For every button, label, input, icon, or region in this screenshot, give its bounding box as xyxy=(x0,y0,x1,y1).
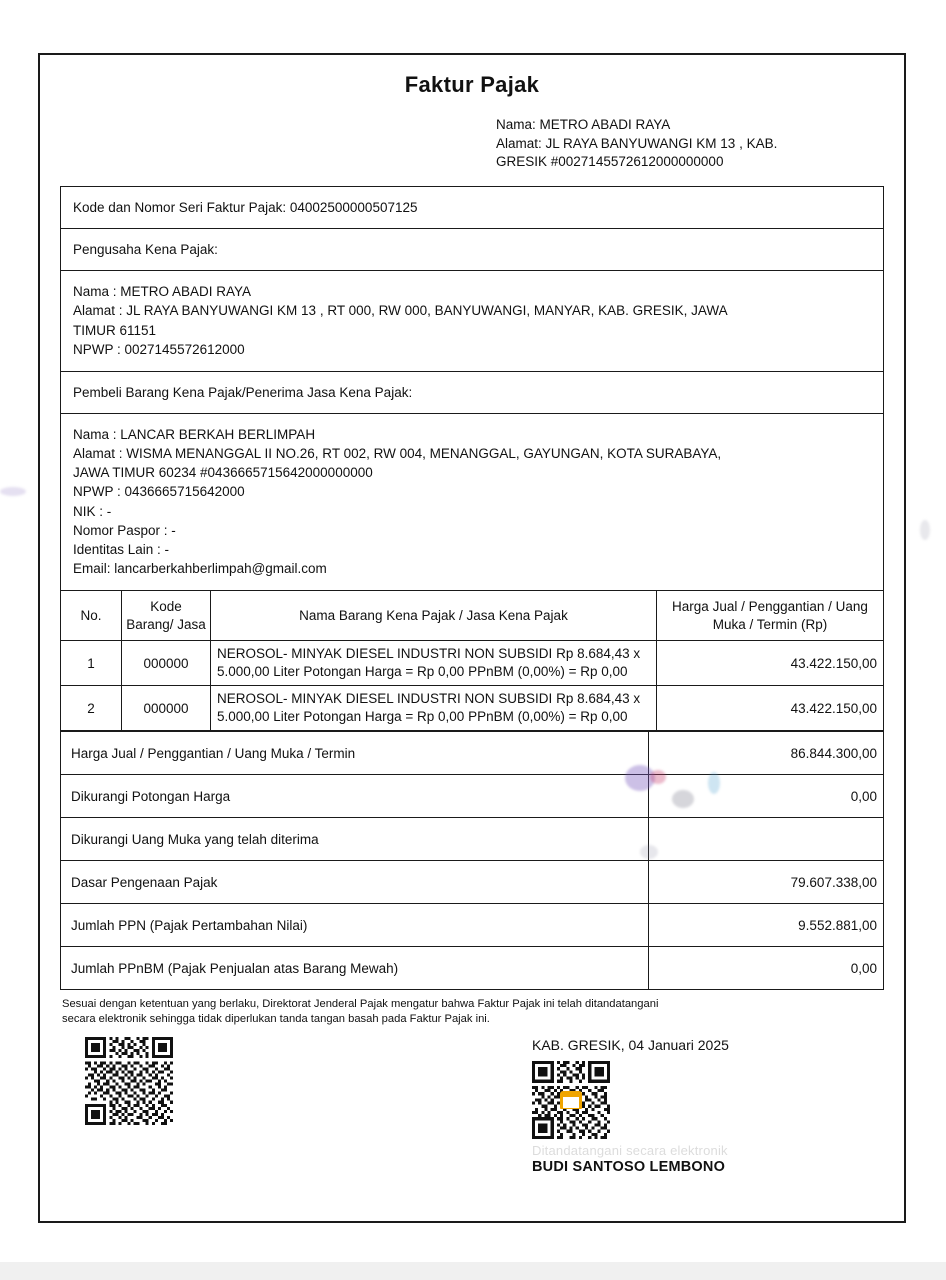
column-header-kode-barang-jasa xyxy=(122,591,211,641)
buyer-section-header xyxy=(60,371,884,413)
summary-row-dasar-pengenaan-pajak xyxy=(61,861,884,904)
summary-label: Dikurangi Uang Muka yang telah diterima xyxy=(61,818,649,861)
buyer-details-box xyxy=(60,413,884,590)
issuer-header-nama: Nama: METRO ABADI RAYA xyxy=(496,117,671,132)
issuer-header-alamat-line1: Alamat: JL RAYA BANYUWANGI KM 13 , KAB. xyxy=(496,135,778,151)
item-no: 2 xyxy=(61,686,122,731)
summary-value xyxy=(649,818,884,861)
seller-alamat-line1: Alamat : JL RAYA BANYUWANGI KM 13 , RT 000, RW 000, BANYUWANGI, MANYAR, KAB. GRESIK, JAWA xyxy=(73,303,728,319)
note-line2: secara elektronik sehingga tidak diperlukan tanda tangan basah pada Faktur Pajak ini. xyxy=(62,1013,490,1026)
summary-value: 79.607.338,00 xyxy=(649,861,884,904)
seller-npwp: NPWP : 0027145572612000 xyxy=(73,341,245,357)
summary-label: Dikurangi Potongan Harga xyxy=(61,775,649,818)
item-kode: 000000 xyxy=(122,686,211,731)
column-header-harga-jual xyxy=(657,591,884,641)
issuer-header-alamat-line2: GRESIK #0027145572612000000000 xyxy=(496,154,724,170)
seller-nama: Nama : METRO ABADI RAYA xyxy=(73,284,252,300)
serial-number-text: Kode dan Nomor Seri Faktur Pajak: 04002500000507125 xyxy=(73,199,418,215)
signature-block xyxy=(532,1037,862,1175)
item-description-line4: PPnBM (0,00%) = Rp 0,00 xyxy=(468,664,628,680)
summary-label: Harga Jual / Penggantian / Uang Muka / Termin xyxy=(61,732,649,775)
line-items-table xyxy=(60,590,884,731)
qr-code-signature xyxy=(532,1061,610,1139)
summary-value: 9.552.881,00 xyxy=(649,904,884,947)
summary-value: 0,00 xyxy=(649,947,884,990)
buyer-email: Email: lancarberkahberlimpah@gmail.com xyxy=(73,561,327,577)
electronic-signature-label: Ditandatangani secara elektronik xyxy=(532,1143,728,1159)
column-header-harga-line1: Harga Jual / Penggantian / xyxy=(672,599,832,615)
summary-row-uang-muka xyxy=(61,818,884,861)
buyer-nomor-paspor: Nomor Paspor : - xyxy=(73,522,176,538)
electronic-signature-note xyxy=(62,997,882,1027)
buyer-npwp: NPWP : 0436665715642000 xyxy=(73,484,245,500)
summary-row-harga-jual xyxy=(61,732,884,775)
buyer-alamat-line2: JAWA TIMUR 60234 #0436665715642000000000 xyxy=(73,465,373,481)
item-description-line3: Potongan Harga = Rp 0,00 xyxy=(303,664,465,680)
column-header-kode-line3: Jasa xyxy=(177,616,206,632)
item-description-line2: Rp 8.684,43 x 5.000,00 Liter xyxy=(217,691,641,725)
seller-section-title: Pengusaha Kena Pajak: xyxy=(73,242,218,258)
summary-value: 0,00 xyxy=(649,775,884,818)
issuer-header-block xyxy=(40,116,904,172)
summary-row-jumlah-ppnbm xyxy=(61,947,884,990)
table-row xyxy=(61,686,884,731)
note-line1: Sesuai dengan ketentuan yang berlaku, Direktorat Jenderal Pajak mengatur bahwa Faktur Pajak ini telah ditandatangani xyxy=(62,998,659,1011)
column-header-nama-barang: Nama Barang Kena Pajak / Jasa Kena Pajak xyxy=(211,591,657,641)
qr-center-logo-icon xyxy=(560,1091,582,1109)
summary-value: 86.844.300,00 xyxy=(649,732,884,775)
item-description-line2: Rp 8.684,43 x 5.000,00 Liter xyxy=(217,646,641,680)
page-bottom-band xyxy=(0,1262,946,1280)
summary-table xyxy=(60,731,884,990)
table-header-row xyxy=(61,591,884,641)
footer-section xyxy=(40,1037,904,1212)
buyer-section-title: Pembeli Barang Kena Pajak/Penerima Jasa Kena Pajak: xyxy=(73,384,413,400)
qr-code-verification xyxy=(85,1037,173,1130)
column-header-harga-line3: (Rp) xyxy=(801,616,828,632)
item-amount: 43.422.150,00 xyxy=(657,641,884,686)
line-items-section xyxy=(60,590,884,990)
item-no: 1 xyxy=(61,641,122,686)
buyer-identitas-lain: Identitas Lain : - xyxy=(73,541,170,557)
summary-row-jumlah-ppn xyxy=(61,904,884,947)
item-amount: 43.422.150,00 xyxy=(657,686,884,731)
table-row xyxy=(61,641,884,686)
item-description-line3: Potongan Harga = Rp 0,00 xyxy=(303,709,465,725)
buyer-alamat-line1: Alamat : WISMA MENANGGAL II NO.26, RT 002, RW 004, MENANGGAL, GAYUNGAN, KOTA SURABAYA, xyxy=(73,446,722,462)
buyer-nik: NIK : - xyxy=(73,503,112,519)
page-title: Faktur Pajak xyxy=(404,72,540,97)
buyer-nama: Nama : LANCAR BERKAH BERLIMPAH xyxy=(73,426,316,442)
column-header-no: No. xyxy=(61,591,122,641)
summary-label: Jumlah PPnBM (Pajak Penjualan atas Barang Mewah) xyxy=(61,947,649,990)
tax-invoice-document xyxy=(38,53,906,1223)
item-description-line1: NEROSOL- MINYAK DIESEL INDUSTRI NON SUBSIDI xyxy=(217,691,553,707)
column-header-kode-line2: Barang/ xyxy=(126,616,174,632)
item-description-line1: NEROSOL- MINYAK DIESEL INDUSTRI NON SUBSIDI xyxy=(217,646,553,662)
summary-label: Dasar Pengenaan Pajak xyxy=(61,861,649,904)
seller-section-header xyxy=(60,228,884,270)
serial-number-box xyxy=(60,186,884,228)
summary-row-potongan-harga xyxy=(61,775,884,818)
seller-alamat-line2: TIMUR 61151 xyxy=(73,322,157,338)
item-description xyxy=(211,641,657,686)
summary-label: Jumlah PPN (Pajak Pertambahan Nilai) xyxy=(61,904,649,947)
item-description xyxy=(211,686,657,731)
signer-name: BUDI SANTOSO LEMBONO xyxy=(532,1159,726,1176)
item-kode: 000000 xyxy=(122,641,211,686)
column-header-kode-line1: Kode xyxy=(150,599,182,615)
seller-details-box xyxy=(60,270,884,371)
item-description-line4: PPnBM (0,00%) = Rp 0,00 xyxy=(468,709,628,725)
qr-code-verification-icon xyxy=(85,1037,173,1125)
signature-place-date: KAB. GRESIK, 04 Januari 2025 xyxy=(532,1037,729,1054)
column-header-harga-line2: Uang Muka / Termin xyxy=(712,599,868,632)
